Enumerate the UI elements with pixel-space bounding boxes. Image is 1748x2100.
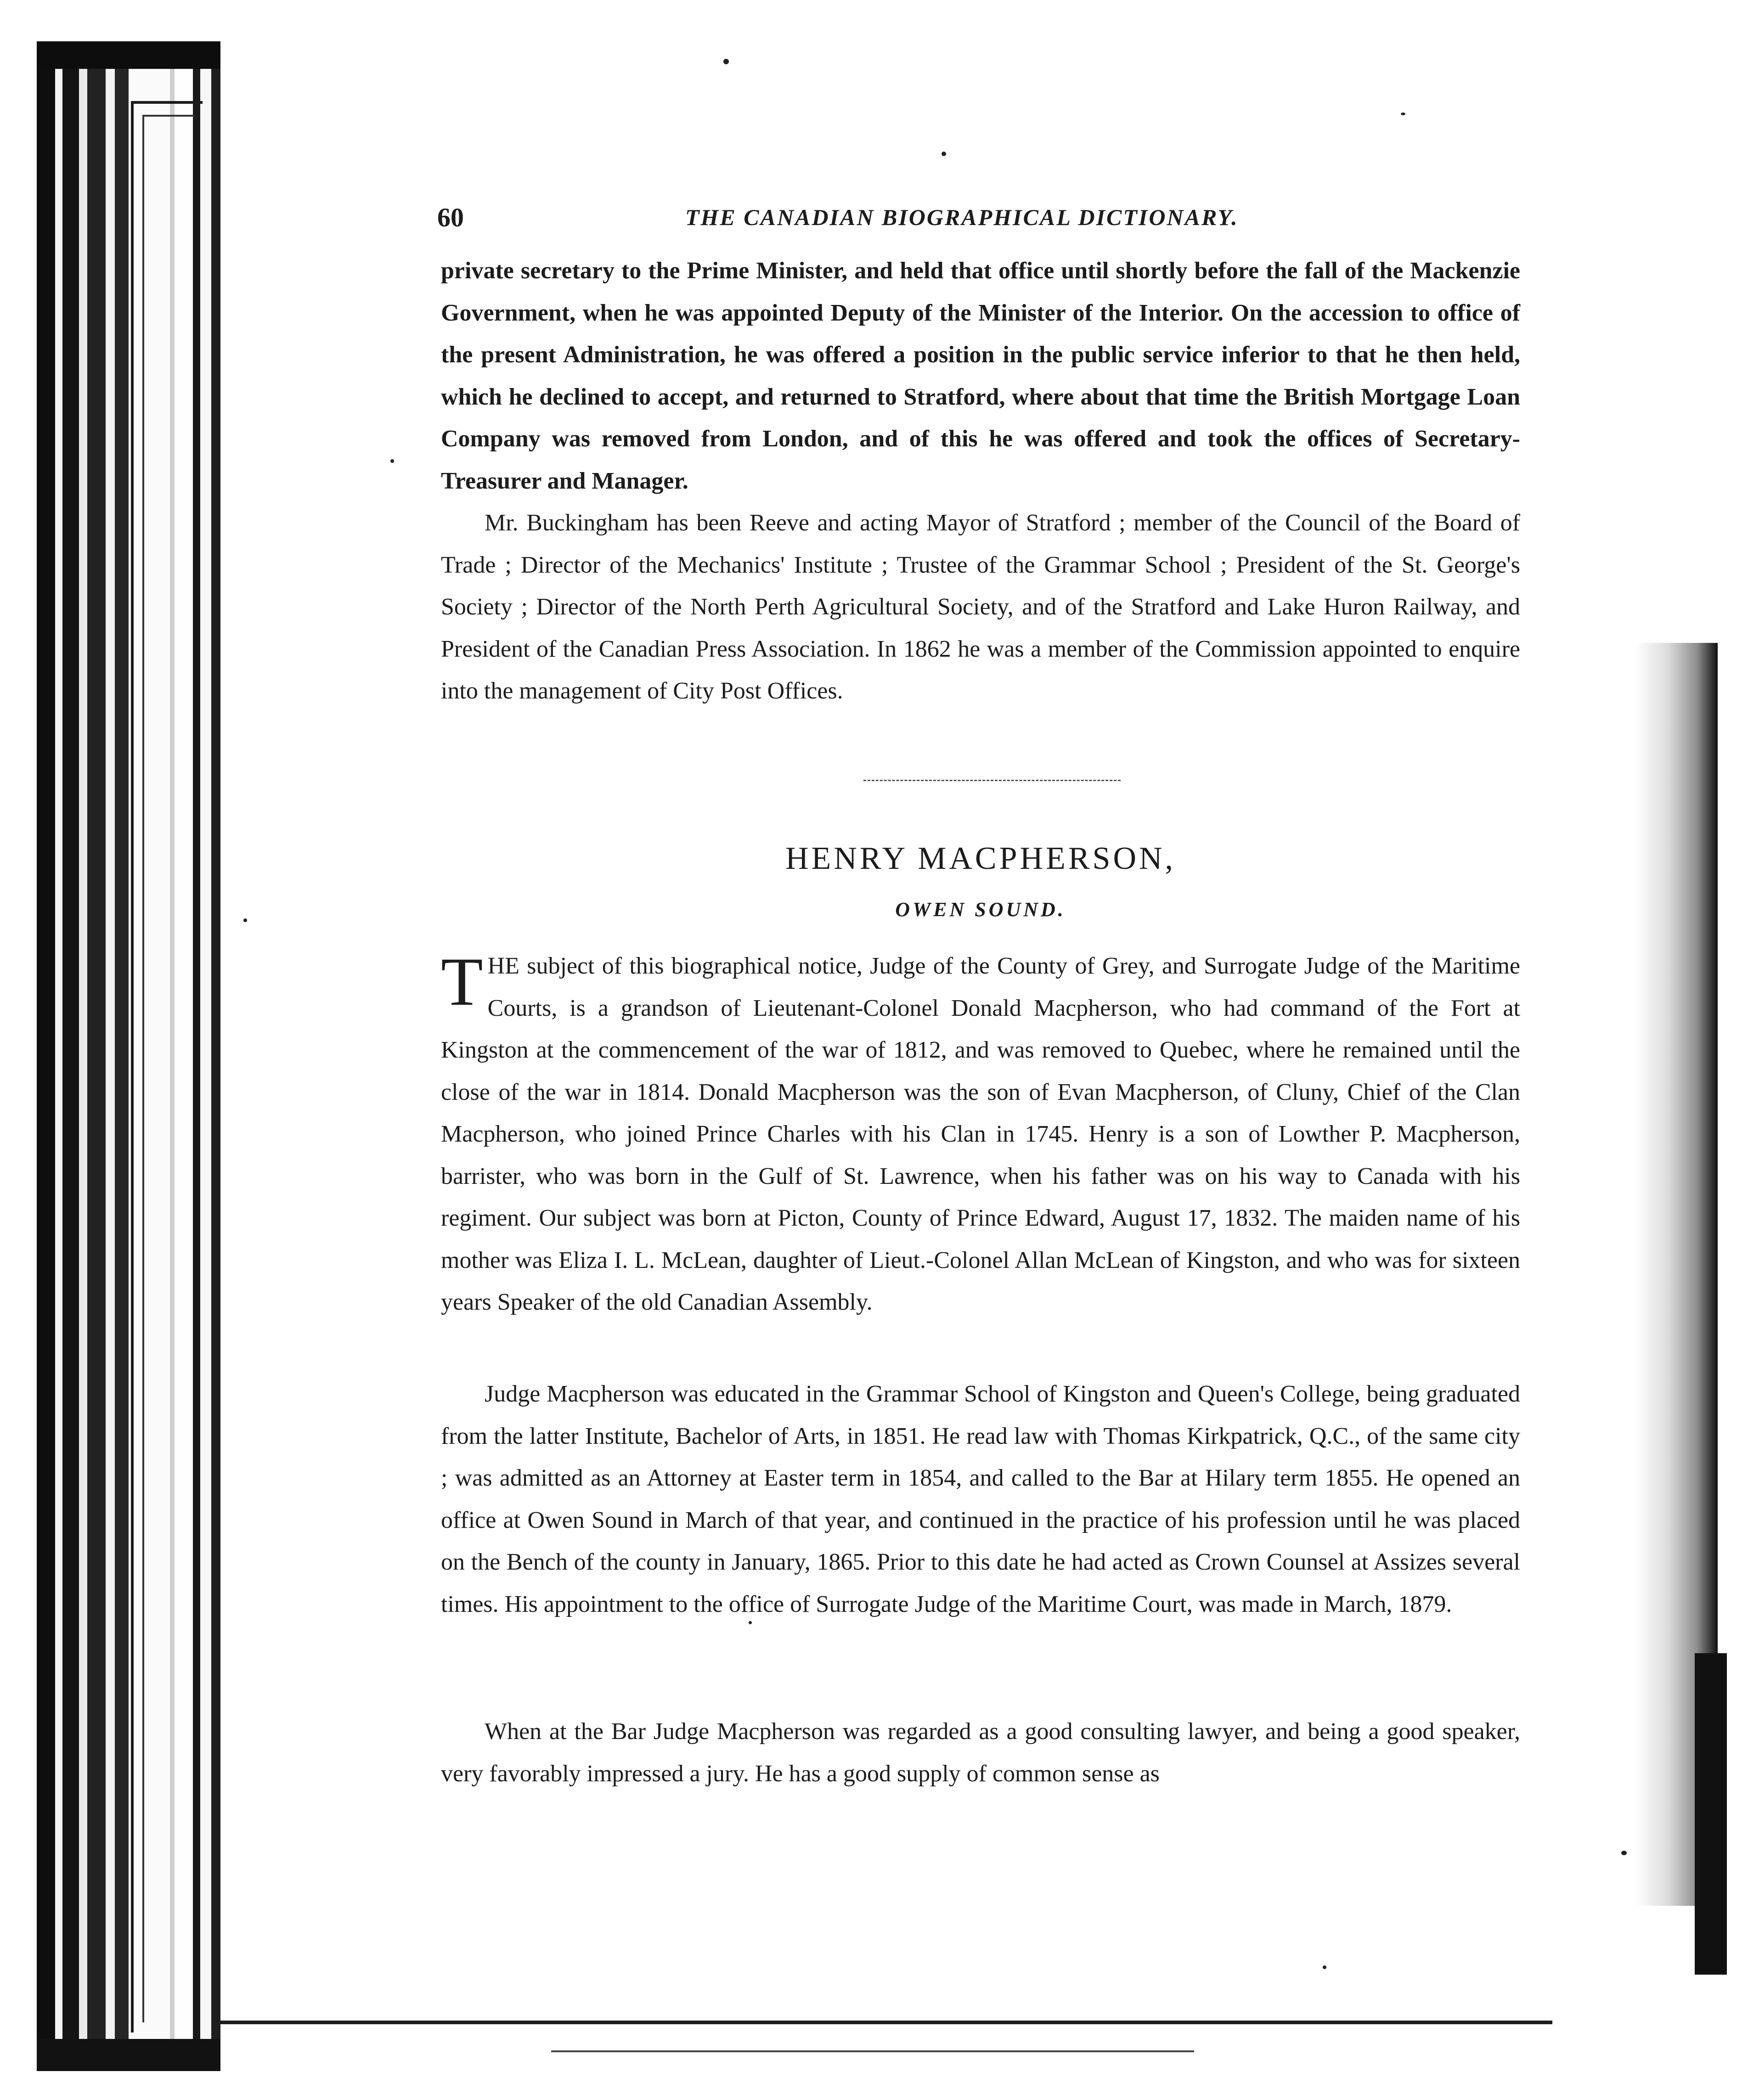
scan-speck bbox=[1621, 1851, 1627, 1855]
scan-speck bbox=[942, 152, 946, 156]
drop-cap: T bbox=[441, 944, 483, 1020]
body-paragraph: When at the Bar Judge Macpherson was regarded as a good consulting lawyer, and being a good speaker, very favorably impressed a jury. He has a good supply of common sense as bbox=[441, 1718, 1520, 1787]
page-edge-dark bbox=[1695, 1653, 1727, 1975]
bottom-rule-faint bbox=[551, 2050, 1194, 2052]
scan-speck bbox=[723, 59, 729, 64]
book-binding bbox=[37, 41, 220, 2071]
section-title: HENRY MACPHERSON, bbox=[785, 841, 1176, 876]
scan-speck bbox=[1401, 113, 1405, 115]
first-paragraph-text: HE subject of this biographical notice, Judge of the County of Grey, and Surrogate Judge of the Maritime Courts, is a grandson of Lieutenant-Colonel Donald Macpherson, who had command of the Fort at Kingston at the commencement of the war of 1812, and was removed to Quebec, where he remained until the close of the war in 1814. Donald Macpherson was the son of Evan Macpherson, of Cluny, Chief of the Clan Macpherson, who joined Prince Charles with his Clan in 1745. Henry is a son of Lowther P. Macpherson, barrister, who was born in the Gulf of St. Lawrence, when his father was on his way to Canada with his regiment. Our subject was born at Picton, County of Prince Edward, August 17, 1832. The maiden name of his mother was Eliza I. L. McLean, daughter of Lieut.-Colonel Allan McLean of Kingston, and who was for sixteen years Speaker of the old Canadian Assembly. bbox=[441, 953, 1520, 1315]
body-paragraph: Mr. Buckingham has been Reeve and acting Mayor of Stratford ; member of the Council of the Board of Trade ; Director of the Mechanics' Institute ; Trustee of the Grammar School ; President of the St. George's Society ; Director of the North Perth Agricultural Society, and of the Stratford and Lake Huron Railway, and President of the Canadian Press Association. In 1862 he was a member of the Commission appointed to enquire into the management of City Post Offices. bbox=[441, 510, 1520, 704]
biography-first-paragraph bbox=[441, 945, 1520, 1323]
bottom-rule bbox=[211, 2021, 1552, 2024]
page-number: 60 bbox=[437, 203, 464, 232]
binding-top-edge bbox=[37, 41, 220, 69]
scan-speck bbox=[1323, 1965, 1326, 1969]
scan-speck bbox=[243, 918, 247, 922]
binding-bottom-edge bbox=[37, 2039, 220, 2071]
running-title: THE CANADIAN BIOGRAPHICAL DICTIONARY. bbox=[685, 204, 1239, 230]
section-subtitle: OWEN SOUND. bbox=[895, 898, 1066, 921]
binding-inner-frame-2 bbox=[142, 115, 195, 2022]
body-paragraph: Judge Macpherson was educated in the Grammar School of Kingston and Queen's College, being graduated from the latter Institute, Bachelor of Arts, in 1851. He read law with Thomas Kirkpatrick, Q.C., of the same city ; was admitted as an Attorney at Easter term in 1854, and called to the Bar at Hilary term 1855. He opened an office at Owen Sound in March of that year, and continued in the practice of his profession until he was placed on the Bench of the county in January, 1865. Prior to this date he had acted as Crown Counsel at Assizes several times. His appointment to the office of Surrogate Judge of the Maritime Court, was made in March, 1879. bbox=[441, 1381, 1520, 1617]
page-header bbox=[437, 202, 1539, 239]
scan-speck bbox=[390, 459, 394, 463]
section-divider bbox=[863, 780, 1121, 783]
body-paragraph: private secretary to the Prime Minister, and held that office until shortly before the fall of the Mackenzie Government, when he was appointed Deputy of the Minister of the Interior. On the accession to office of the present Administration, he was offered a position in the public service inferior to that he then held, which he declined to accept, and returned to Stratford, where about that time the British Mortgage Loan Company was removed from London, and of this he was offered and took the offices of Secretary-Treasurer and Manager. bbox=[441, 258, 1520, 494]
